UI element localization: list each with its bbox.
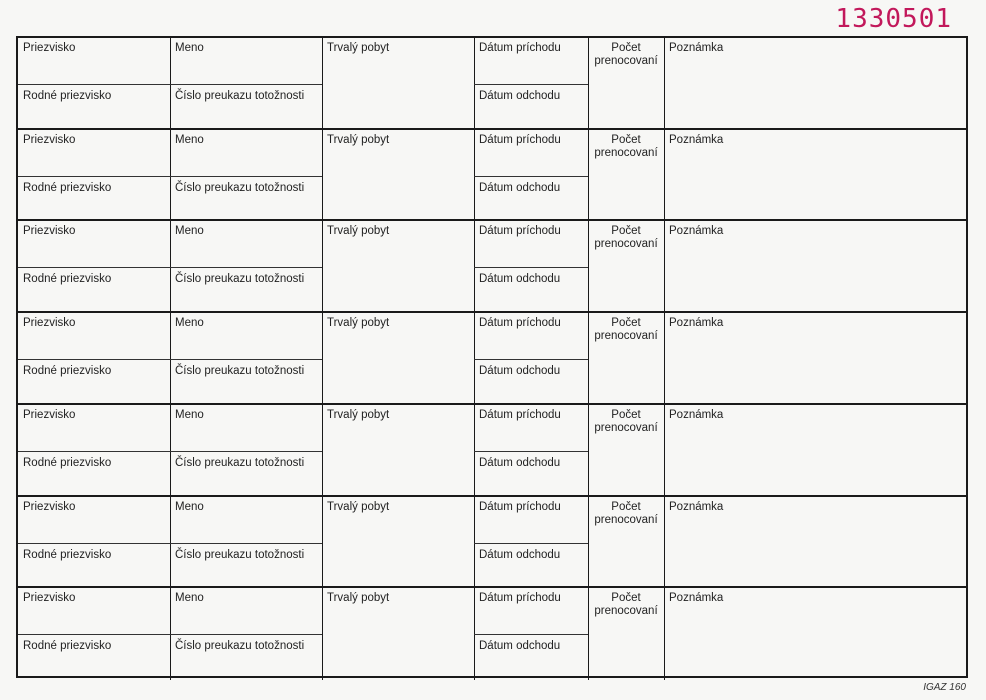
surname-field[interactable]: Priezvisko — [23, 133, 76, 146]
nights-count-field[interactable]: Počet prenocovaní — [594, 133, 658, 159]
birth-surname-field[interactable]: Rodné priezvisko — [23, 456, 112, 469]
id-document-number-field[interactable]: Číslo preukazu totožnosti — [175, 548, 305, 561]
arrival-date-field[interactable]: Dátum príchodu — [479, 42, 561, 54]
departure-date-field[interactable]: Dátum odchodu — [479, 365, 561, 378]
permanent-residence-field[interactable]: Trvalý pobyt — [327, 42, 390, 54]
birth-surname-field[interactable]: Rodné priezvisko — [23, 90, 112, 102]
arrival-date-field[interactable]: Dátum príchodu — [479, 225, 561, 238]
birth-surname-field[interactable]: Rodné priezvisko — [23, 273, 112, 286]
permanent-residence-field[interactable]: Trvalý pobyt — [327, 133, 390, 146]
surname-field[interactable]: Priezvisko — [23, 317, 76, 330]
note-field[interactable]: Poznámka — [669, 133, 724, 146]
surname-field[interactable]: Priezvisko — [23, 500, 76, 513]
arrival-date-field[interactable]: Dátum príchodu — [479, 592, 561, 605]
id-document-number-field[interactable]: Číslo preukazu totožnosti — [175, 273, 305, 286]
nights-count-field[interactable]: Počet prenocovaní — [594, 408, 658, 434]
departure-date-field[interactable]: Dátum odchodu — [479, 640, 561, 653]
surname-field[interactable]: Priezvisko — [23, 592, 76, 605]
nights-count-field[interactable]: Počet prenocovaní — [594, 225, 658, 251]
guest-record — [18, 221, 966, 313]
birth-surname-field[interactable]: Rodné priezvisko — [23, 640, 112, 653]
first-name-field[interactable]: Meno — [175, 42, 204, 54]
guest-record — [18, 497, 966, 589]
birth-surname-field[interactable]: Rodné priezvisko — [23, 548, 112, 561]
id-document-number-field[interactable]: Číslo preukazu totožnosti — [175, 456, 305, 469]
permanent-residence-field[interactable]: Trvalý pobyt — [327, 408, 390, 421]
nights-count-field[interactable]: Počet prenocovaní — [594, 500, 658, 526]
permanent-residence-field[interactable]: Trvalý pobyt — [327, 225, 390, 238]
permanent-residence-field[interactable]: Trvalý pobyt — [327, 592, 390, 605]
id-document-number-field[interactable]: Číslo preukazu totožnosti — [175, 181, 305, 194]
departure-date-field[interactable]: Dátum odchodu — [479, 181, 561, 194]
permanent-residence-field[interactable]: Trvalý pobyt — [327, 500, 390, 513]
surname-field[interactable]: Priezvisko — [23, 225, 76, 238]
note-field[interactable]: Poznámka — [669, 500, 724, 513]
first-name-field[interactable]: Meno — [175, 133, 204, 146]
nights-count-field[interactable]: Počet prenocovaní — [594, 592, 658, 618]
note-field[interactable]: Poznámka — [669, 592, 724, 605]
guest-record — [18, 588, 966, 680]
first-name-field[interactable]: Meno — [175, 500, 204, 513]
guest-record — [18, 130, 966, 222]
arrival-date-field[interactable]: Dátum príchodu — [479, 133, 561, 146]
note-field[interactable]: Poznámka — [669, 42, 724, 54]
arrival-date-field[interactable]: Dátum príchodu — [479, 500, 561, 513]
id-document-number-field[interactable]: Číslo preukazu totožnosti — [175, 90, 305, 102]
form-code: IGAZ 160 — [923, 682, 966, 693]
departure-date-field[interactable]: Dátum odchodu — [479, 456, 561, 469]
guest-record — [18, 405, 966, 497]
first-name-field[interactable]: Meno — [175, 592, 204, 605]
nights-count-field[interactable]: Počet prenocovaní — [594, 42, 658, 67]
nights-count-field[interactable]: Počet prenocovaní — [594, 317, 658, 343]
id-document-number-field[interactable]: Číslo preukazu totožnosti — [175, 640, 305, 653]
guest-register-table — [16, 36, 968, 678]
serial-number: 1330501 — [835, 4, 952, 34]
departure-date-field[interactable]: Dátum odchodu — [479, 548, 561, 561]
note-field[interactable]: Poznámka — [669, 225, 724, 238]
note-field[interactable]: Poznámka — [669, 408, 724, 421]
surname-field[interactable]: Priezvisko — [23, 42, 76, 54]
first-name-field[interactable]: Meno — [175, 225, 204, 238]
note-field[interactable]: Poznámka — [669, 317, 724, 330]
id-document-number-field[interactable]: Číslo preukazu totožnosti — [175, 365, 305, 378]
departure-date-field[interactable]: Dátum odchodu — [479, 90, 561, 102]
first-name-field[interactable]: Meno — [175, 317, 204, 330]
birth-surname-field[interactable]: Rodné priezvisko — [23, 365, 112, 378]
guest-record — [18, 38, 966, 130]
permanent-residence-field[interactable]: Trvalý pobyt — [327, 317, 390, 330]
departure-date-field[interactable]: Dátum odchodu — [479, 273, 561, 286]
arrival-date-field[interactable]: Dátum príchodu — [479, 408, 561, 421]
first-name-field[interactable]: Meno — [175, 408, 204, 421]
guest-record — [18, 313, 966, 405]
birth-surname-field[interactable]: Rodné priezvisko — [23, 181, 112, 194]
surname-field[interactable]: Priezvisko — [23, 408, 76, 421]
arrival-date-field[interactable]: Dátum príchodu — [479, 317, 561, 330]
